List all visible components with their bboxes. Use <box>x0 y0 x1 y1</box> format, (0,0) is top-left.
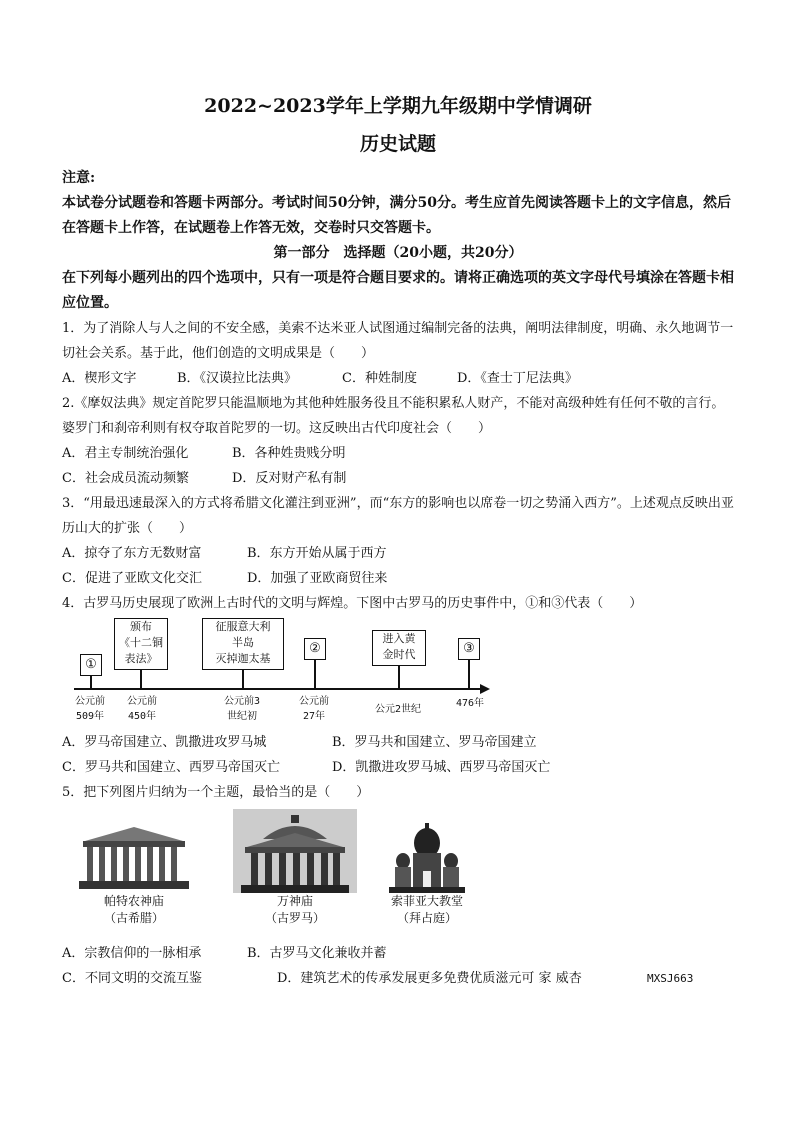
option[interactable]: B．《汉谟拉比法典》 <box>177 371 298 386</box>
timeline-box-6: ③ <box>458 638 480 660</box>
option[interactable]: A．掠夺了东方无数财富 <box>62 546 202 561</box>
timeline-tick <box>314 659 316 688</box>
option[interactable]: B．东方开始从属于西方 <box>247 546 387 561</box>
option[interactable]: D．建筑艺术的传承发展更多免费优质滋元可 家 威杏 <box>277 971 582 986</box>
option[interactable]: A．罗马帝国建立、凯撒进攻罗马城 <box>62 735 267 750</box>
rome-timeline <box>62 618 734 726</box>
parthenon-image <box>75 819 193 893</box>
timeline-date-1: 公元前 509年 <box>75 696 105 722</box>
option[interactable]: A．楔形文字 <box>62 371 137 386</box>
timeline-box-2: 颁布 《十二铜 表法》 <box>114 618 168 670</box>
exam-subtitle: 历史试题 <box>359 133 436 155</box>
picture-caption: 索菲亚大教堂 <box>390 894 463 908</box>
option[interactable]: A．宗教信仰的一脉相承 <box>62 946 202 961</box>
timeline-date-6: 476年 <box>455 698 485 709</box>
timeline-box-4: ② <box>304 638 326 660</box>
part1-heading: 第一部分 选择题（20小题，共20分） <box>273 245 523 261</box>
question-4-options-row2 <box>62 755 734 780</box>
timeline-date-3: 公元前3 世纪初 <box>223 696 261 722</box>
timeline-box-1: ① <box>80 654 102 676</box>
timeline-date-2: 公元前 450年 <box>127 696 157 722</box>
option[interactable]: B．各种姓贵贱分明 <box>232 446 346 461</box>
architecture-pictures <box>62 809 734 937</box>
question-1-options <box>62 366 734 391</box>
question-3-options-row1 <box>62 541 734 566</box>
option[interactable]: C．社会成员流动频繁 <box>62 471 189 486</box>
option[interactable]: A．君主专制统治强化 <box>62 446 189 461</box>
exam-title: 2022~2023学年上学期九年级期中学情调研 <box>204 95 592 117</box>
timeline-box-5: 进入黄 金时代 <box>372 630 426 666</box>
timeline-tick <box>398 665 400 688</box>
timeline-axis <box>74 688 484 690</box>
timeline-arrow-icon <box>480 684 490 694</box>
timeline-tick <box>242 669 244 688</box>
option[interactable]: C．罗马共和国建立、西罗马帝国灭亡 <box>62 760 280 775</box>
question-1-stem: 1．为了消除人与人之间的不安全感，美索不达米亚人试图通过编制完备的法典，阐明法律制度，明确、永久地调节一切社会关系。基于此，他们创造的文明成果是（ ） <box>62 321 734 361</box>
option[interactable]: C．不同文明的交流互鉴 <box>62 971 202 986</box>
option[interactable]: D．凯撒进攻罗马城、西罗马帝国灭亡 <box>332 760 551 775</box>
option[interactable]: D．反对财产私有制 <box>232 471 347 486</box>
option[interactable]: D．加强了亚欧商贸往来 <box>247 571 388 586</box>
timeline-tick <box>90 675 92 688</box>
notice-text: 本试卷分试题卷和答题卡两部分。考试时间50分钟，满分50分。考生应首先阅读答题卡上的文字信息，然后在答题卡上作答，在试题卷上作答无效，交卷时只交答题卡。 <box>62 195 731 236</box>
option[interactable]: C．促进了亚欧文化交汇 <box>62 571 202 586</box>
question-5-stem: 5．把下列图片归纳为一个主题，最恰当的是（ ） <box>62 785 370 800</box>
question-5-options-row2 <box>62 966 734 991</box>
question-3-options-row2 <box>62 566 734 591</box>
option[interactable]: D．《查士丁尼法典》 <box>457 371 578 386</box>
picture-origin: （拜占庭） <box>396 911 457 925</box>
option[interactable]: B．古罗马文化兼收并蓄 <box>247 946 387 961</box>
picture-origin: （古希腊） <box>103 911 164 925</box>
timeline-box-3: 征服意大利 半岛 灭掉迦太基 <box>202 618 284 670</box>
question-2-options-row2 <box>62 466 734 491</box>
picture-pantheon <box>232 809 358 927</box>
picture-caption: 帕特农神庙 <box>103 894 164 908</box>
question-5-options-row1 <box>62 941 734 966</box>
timeline-tick <box>468 659 470 688</box>
picture-parthenon <box>74 819 194 927</box>
pantheon-image <box>233 809 357 893</box>
question-2-stem: 2.《摩奴法典》规定首陀罗只能温顺地为其他种姓服务役且不能积累私人财产，不能对高级种姓有任何不敬的言行。婆罗门和刹帝利则有权夺取首陀罗的一切。这反映出古代印度社会（ ） <box>62 396 725 436</box>
picture-origin: （古罗马） <box>264 911 325 925</box>
picture-caption: 万神庙 <box>276 894 313 908</box>
option[interactable]: B．罗马共和国建立、罗马帝国建立 <box>332 735 537 750</box>
timeline-date-4: 公元前 27年 <box>299 696 329 722</box>
part1-instruction: 在下列每小题列出的四个选项中，只有一项是符合题目要求的。请将正确选项的英文字母代号填涂在答题卡相应位置。 <box>62 270 734 311</box>
option[interactable]: C．种姓制度 <box>342 371 417 386</box>
timeline-tick <box>140 669 142 688</box>
question-2-options-row1 <box>62 441 734 466</box>
timeline-date-5: 公元2世纪 <box>374 704 422 715</box>
question-4-options-row1 <box>62 730 734 755</box>
notice-label: 注意: <box>62 170 96 186</box>
exam-page <box>62 92 734 991</box>
hagia-sophia-image <box>385 823 469 893</box>
footer-code: MXSJ663 <box>647 972 694 985</box>
question-3-stem: 3．“用最迅速最深入的方式将希腊文化灌注到亚洲”，而“东方的影响也以席卷一切之势涌入西方”。上述观点反映出亚历山大的扩张（ ） <box>62 496 734 536</box>
picture-hagia-sophia <box>372 823 482 927</box>
question-4-stem: 4．古罗马历史展现了欧洲上古时代的文明与辉煌。下图中古罗马的历史事件中，①和③代表（ ） <box>62 596 643 611</box>
